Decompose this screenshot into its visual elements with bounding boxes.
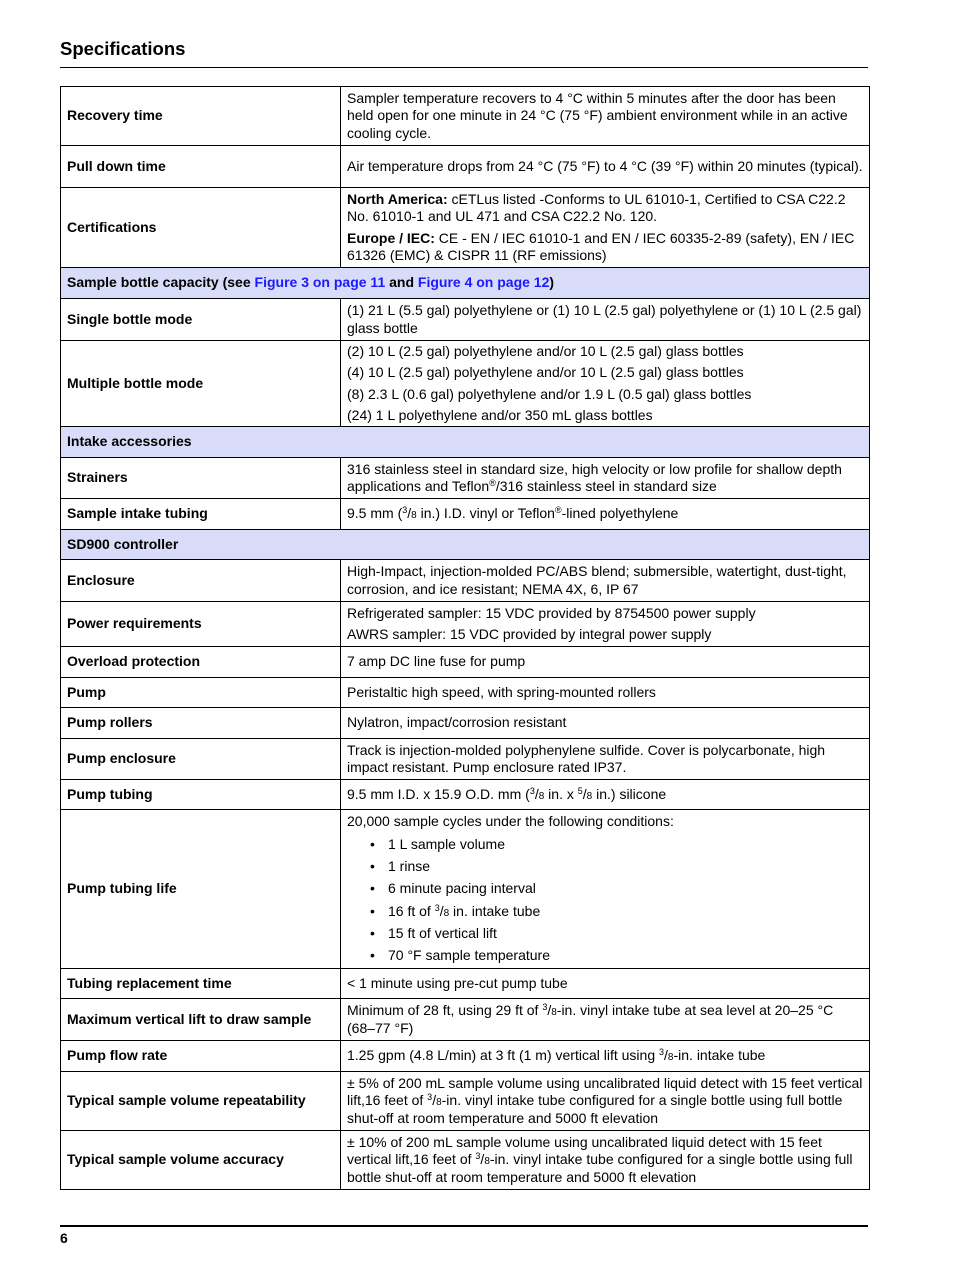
- value-text: ± 5% of 200 mL sample volume using uncalibrated liquid detect with 15 feet vertical lift,16 feet of: [347, 1074, 863, 1109]
- fraction-numerator: 3: [402, 505, 408, 516]
- value-text: in.) I.D. vinyl or Teflon: [416, 505, 555, 522]
- value-text: 16 ft of: [388, 902, 435, 919]
- value-line: (4) 10 L (2.5 gal) polyethylene and/or 10 L (2.5 gal) glass bottles: [347, 364, 744, 380]
- table-row: [61, 999, 870, 1041]
- row-label: Single bottle mode: [61, 299, 341, 341]
- value-text: /316 stainless steel in standard size: [495, 478, 717, 494]
- cert-region-label: North America:: [347, 190, 448, 207]
- row-value: ± 10% of 200 mL sample volume using uncalibrated liquid detect with 15 feet vertical lift,16 feet of $^3$/8-in. vinyl intake tube configured for a single bottle using full bottle shut-off at room temperature and 5000 ft elevation: [341, 1131, 870, 1190]
- fraction-denominator: 8: [436, 1097, 442, 1109]
- table-row: [61, 458, 870, 499]
- value-text: in. intake tube: [449, 902, 541, 919]
- table-row: [61, 146, 870, 188]
- value-text: 316 stainless steel in standard size, high velocity or low profile for shallow depth applications and Teflon: [347, 460, 842, 494]
- row-value: Air temperature drops from 24 °C (75 °F) to 4 °C (39 °F) within 20 minutes (typical).: [341, 146, 870, 188]
- value-text: -in. vinyl intake tube configured for a single bottle using full bottle shut-off at room temperature and 5000 ft elevation: [347, 1092, 843, 1126]
- row-value: Sampler temperature recovers to 4 °C within 5 minutes after the door has been held open for one minute in 24 °C (75 °F) ambient environment while in an active cooling cycle.: [341, 87, 870, 146]
- section-label: SD900 controller: [61, 530, 870, 560]
- fraction-numerator: 3: [427, 1092, 433, 1103]
- row-label: Pump rollers: [61, 708, 341, 739]
- value-text: 9.5 mm I.D. x 15.9 O.D. mm (: [347, 785, 530, 802]
- list-item: • 1 rinse: [347, 858, 863, 876]
- footer-divider: [60, 1225, 868, 1227]
- table-row: [61, 1131, 870, 1190]
- table-row: [61, 647, 870, 678]
- table-row: [61, 780, 870, 810]
- section-label: Intake accessories: [61, 427, 870, 458]
- table-row: [61, 341, 870, 427]
- list-item: • 15 ft of vertical lift: [347, 925, 863, 943]
- row-value: 9.5 mm I.D. x 15.9 O.D. mm ($^3$/8 in. x $^5$/8 in.) silicone: [341, 780, 870, 810]
- row-value: [341, 810, 870, 969]
- row-value: < 1 minute using pre-cut pump tube: [341, 969, 870, 999]
- fraction-numerator: 3: [542, 1002, 548, 1012]
- value-text: ± 10% of 200 mL sample volume using uncalibrated liquid detect with 15 feet vertical lift,16 feet of: [347, 1133, 822, 1168]
- row-label: Maximum vertical lift to draw sample: [61, 999, 341, 1041]
- fraction-numerator: 3: [659, 1047, 665, 1058]
- row-value: High-Impact, injection-molded PC/ABS blend; submersible, watertight, dust-tight, corrosion, and ice resistant; NEMA 4X, 6, IP 67: [341, 560, 870, 602]
- registered-mark: ®: [554, 505, 562, 516]
- registered-mark: ®: [489, 478, 496, 488]
- row-label: Recovery time: [61, 87, 341, 146]
- value-line: Refrigerated sampler: 15 VDC provided by 8754500 power supply: [347, 604, 756, 621]
- list-item: • 1 L sample volume: [347, 836, 863, 854]
- row-value: [341, 188, 870, 268]
- row-label: Typical sample volume repeatability: [61, 1072, 341, 1131]
- row-value: Nylatron, impact/corrosion resistant: [341, 708, 870, 739]
- fraction-denominator: 8: [667, 1052, 674, 1064]
- cert-text: cETLus listed -Conforms to UL 61010-1, Certified to CSA C22.2 No. 61010-1 and UL 471 and CSA C22.2 No. 120.: [347, 190, 846, 224]
- value-text: in.) silicone: [592, 785, 667, 802]
- figure-3-link[interactable]: Figure 3 on page 11: [254, 274, 386, 291]
- section-text: ): [549, 274, 555, 291]
- value-line: (2) 10 L (2.5 gal) polyethylene and/or 10 L (2.5 gal) glass bottles: [347, 342, 744, 359]
- row-value: [341, 602, 870, 647]
- table-row: [61, 299, 870, 341]
- list-item: • 70 °F sample temperature: [347, 947, 863, 965]
- value-text: -lined polyethylene: [561, 505, 679, 522]
- figure-4-link[interactable]: Figure 4 on page 12: [417, 274, 550, 291]
- table-row: [61, 678, 870, 708]
- row-label: Pump tubing: [61, 780, 341, 810]
- row-value: (1) 21 L (5.5 gal) polyethylene or (1) 10 L (2.5 gal) polyethylene or (1) 10 L (2.5 gal) glass bottle: [341, 299, 870, 341]
- section-text: and: [385, 274, 418, 291]
- fraction-denominator: 8: [484, 1156, 490, 1168]
- certification-north-america: [347, 191, 863, 226]
- value-text: -in. vinyl intake tube at sea level at 20–25 °C (68–77 °F): [347, 1002, 834, 1036]
- certification-europe: [347, 230, 863, 265]
- row-value: Minimum of 28 ft, using 29 ft of $^3$/8-in. vinyl intake tube at sea level at 20–25 °C (68–77 °F): [341, 999, 870, 1041]
- row-value: 1.25 gpm (4.8 L/min) at 3 ft (1 m) vertical lift using $^3$/8-in. intake tube: [341, 1041, 870, 1072]
- conditions-list: [347, 836, 863, 965]
- table-row: [61, 739, 870, 780]
- row-label: Enclosure: [61, 560, 341, 602]
- list-item: • 6 minute pacing interval: [347, 880, 863, 898]
- table-row: [61, 708, 870, 739]
- cert-text: CE - EN / IEC 61010-1 and EN / IEC 60335-2-89 (safety), EN / IEC 61326 (EMC) & CISPR 11 (RF emissions): [347, 229, 855, 263]
- table-row: [61, 188, 870, 268]
- cert-region-label: Europe / IEC:: [347, 229, 435, 246]
- row-label: Strainers: [61, 458, 341, 499]
- table-row: [61, 969, 870, 999]
- value-text: -in. vinyl intake tube configured for a single bottle using full bottle shut-off at room temperature and 5000 ft elevation: [347, 1151, 853, 1185]
- fraction-numerator: 3: [529, 785, 535, 796]
- fraction-denominator: 8: [411, 510, 417, 522]
- row-label: Certifications: [61, 188, 341, 268]
- table-row: [61, 87, 870, 146]
- row-label: Pump tubing life: [61, 810, 341, 969]
- table-row: [61, 560, 870, 602]
- fraction-numerator: 5: [577, 785, 583, 796]
- section-label: [61, 268, 870, 299]
- fraction-denominator: 8: [551, 1007, 557, 1018]
- row-value: [341, 458, 870, 499]
- value-text: 1.25 gpm (4.8 L/min) at 3 ft (1 m) vertical lift using: [347, 1047, 660, 1064]
- row-value: Peristaltic high speed, with spring-mounted rollers: [341, 678, 870, 708]
- row-label: Power requirements: [61, 602, 341, 647]
- value-intro: 20,000 sample cycles under the following conditions:: [347, 813, 674, 830]
- page-title: Specifications: [60, 38, 186, 59]
- table-row: [61, 1041, 870, 1072]
- page-number: 6: [60, 1230, 68, 1246]
- table-row: [61, 810, 870, 969]
- fraction-denominator: 8: [538, 790, 545, 802]
- section-header-sample-bottle-capacity: [61, 268, 870, 299]
- row-value: 7 amp DC line fuse for pump: [341, 647, 870, 678]
- value-text: in. x: [544, 785, 578, 802]
- list-item: • 16 ft of $^3$/8 in. intake tube: [347, 903, 863, 921]
- table-row: [61, 499, 870, 530]
- row-value: ± 5% of 200 mL sample volume using uncalibrated liquid detect with 15 feet vertical lift,16 feet of $^3$/8-in. vinyl intake tube configured for a single bottle using full bottle shut-off at room temperature and 5000 ft elevation: [341, 1072, 870, 1131]
- row-label: Pump: [61, 678, 341, 708]
- fraction-numerator: 3: [475, 1151, 481, 1162]
- table-row: [61, 1072, 870, 1131]
- value-line: (8) 2.3 L (0.6 gal) polyethylene and/or 1.9 L (0.5 gal) glass bottles: [347, 385, 752, 402]
- row-label: Pump flow rate: [61, 1041, 341, 1072]
- row-label: Typical sample volume accuracy: [61, 1131, 341, 1190]
- value-line: (24) 1 L polyethylene and/or 350 mL glass bottles: [347, 407, 653, 423]
- section-header-sd900-controller: [61, 530, 870, 560]
- fraction-numerator: 3: [434, 902, 440, 913]
- value-text: 9.5 mm (: [347, 505, 403, 522]
- table-row: [61, 602, 870, 647]
- value-line: AWRS sampler: 15 VDC provided by integral power supply: [347, 626, 712, 642]
- fraction-denominator: 8: [586, 790, 593, 802]
- row-label: Multiple bottle mode: [61, 341, 341, 427]
- row-label: Pump enclosure: [61, 739, 341, 780]
- row-label: Tubing replacement time: [61, 969, 341, 999]
- fraction-denominator: 8: [443, 907, 450, 919]
- value-text: -in. intake tube: [673, 1047, 766, 1064]
- section-text: Sample bottle capacity (see: [67, 274, 255, 291]
- row-label: Pull down time: [61, 146, 341, 188]
- row-value: 9.5 mm ($^3$/8 in.) I.D. vinyl or Teflon®-lined polyethylene: [341, 499, 870, 530]
- header-divider: [60, 67, 868, 68]
- section-header-intake-accessories: [61, 427, 870, 458]
- row-label: Overload protection: [61, 647, 341, 678]
- row-value: Track is injection-molded polyphenylene sulfide. Cover is polycarbonate, high impact resistant. Pump enclosure rated IP37.: [341, 739, 870, 780]
- value-text: Minimum of 28 ft, using 29 ft of: [347, 1002, 543, 1018]
- row-label: Sample intake tubing: [61, 499, 341, 530]
- row-value: [341, 341, 870, 427]
- specifications-table: [60, 86, 870, 1190]
